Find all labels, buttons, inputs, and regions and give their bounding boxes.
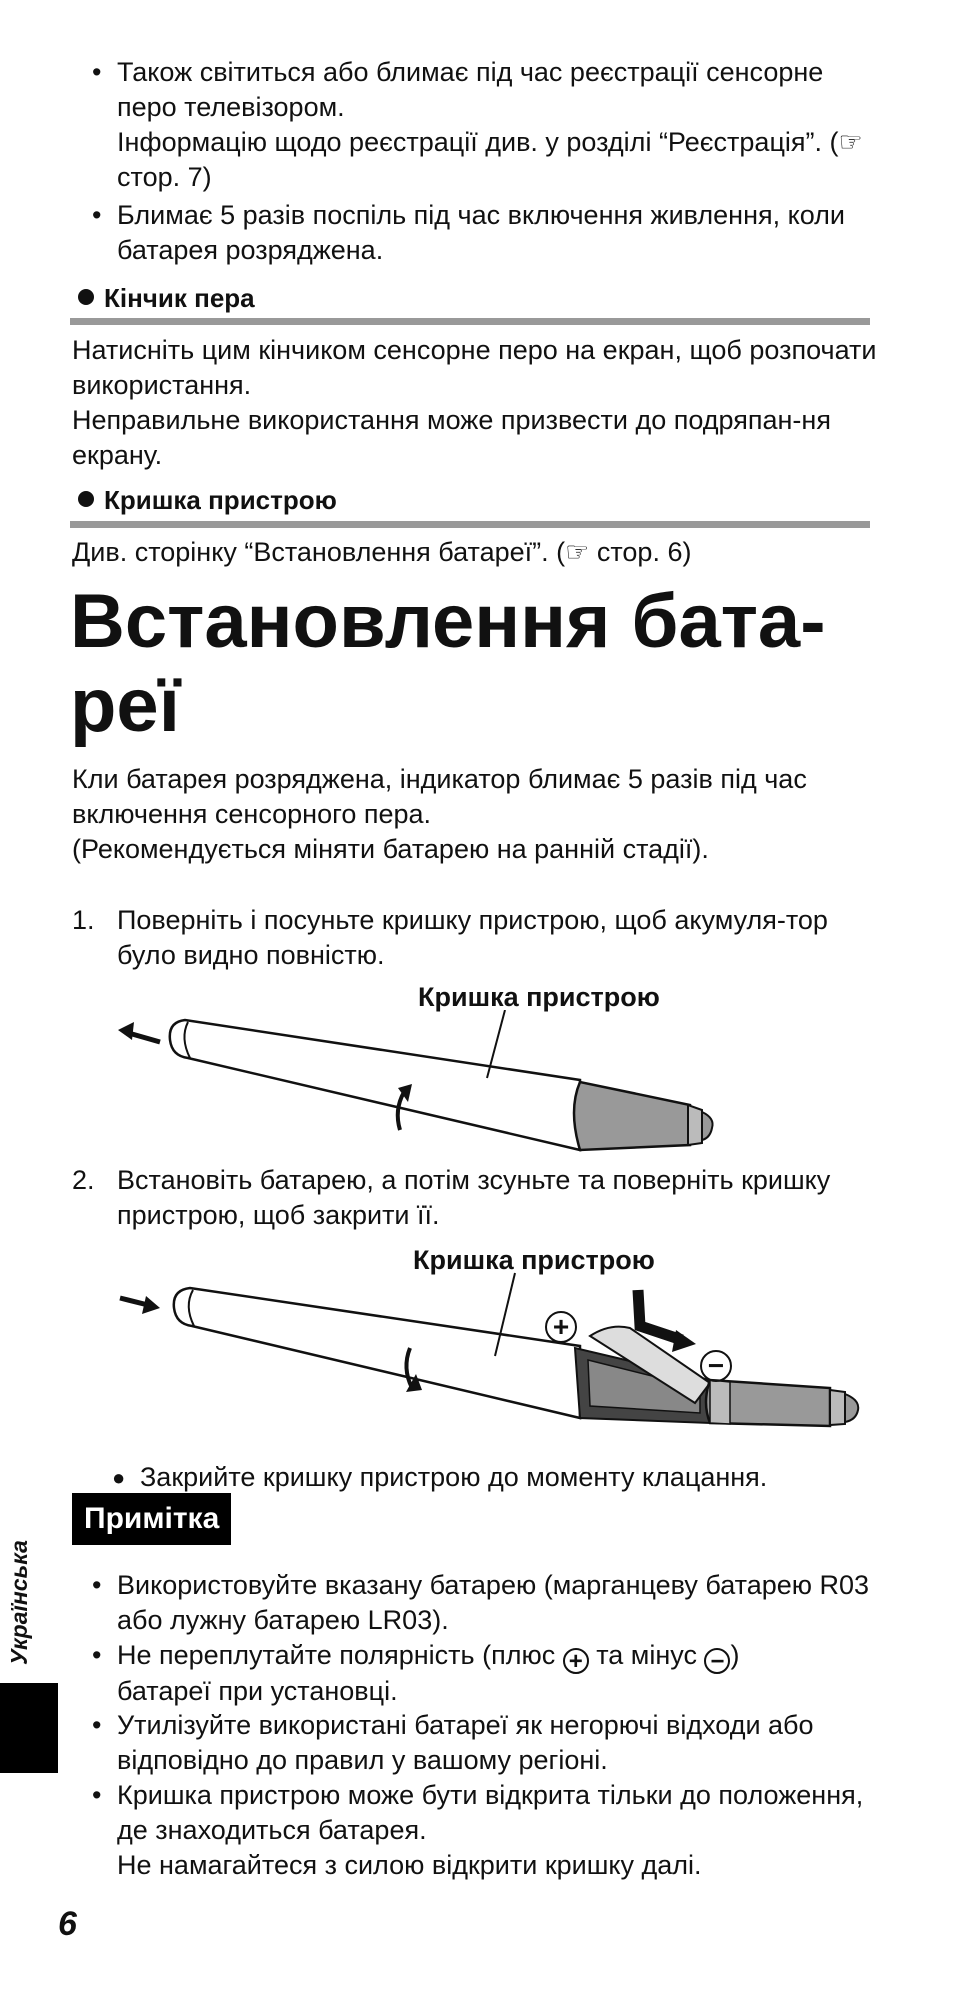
section-divider [70, 318, 870, 325]
step-text: Поверніть і посуньте кришку пристрою, щоб акумуля-тор було видно повністю. [117, 905, 828, 970]
bullet-text: Блимає 5 разів поспіль під час включення живлення, коли батарея розряджена. [117, 200, 845, 265]
step-number: 1. [72, 905, 95, 935]
pen-insert-battery-illustration [110, 1268, 880, 1448]
minus-icon: − [700, 1350, 732, 1382]
battery-intro: Кли батарея розряджена, індикатор блимає 5 разів під час включення сенсорного пера. (Рекомендується міняти батарею на ранній стадії). [72, 764, 807, 864]
plus-icon: + [545, 1311, 577, 1343]
bullet-text: Також світиться або блимає під час реєстрації сенсорне перо телевізором. Інформацію щодо реєстрації див. у розділі “Реєстрація”. (☞ стор. 7) [117, 57, 863, 192]
bullet-text: Не переплутайте полярність (плюс + та мінус − ) батареї при установці. [117, 1640, 740, 1706]
bullet-dot: • [92, 57, 102, 87]
page-title: Встановлення бата-реї [70, 579, 826, 748]
bullet-dot: • [92, 1640, 102, 1670]
bullet-dot-icon: ● [112, 1465, 126, 1490]
note-badge: Примітка [72, 1493, 231, 1545]
page-number: 6 [58, 1905, 77, 1943]
minus-icon: − [704, 1648, 730, 1674]
section-divider [70, 521, 870, 528]
tip-heading: Кінчик пера [72, 283, 872, 314]
cover-heading: Кришка пристрою [72, 485, 872, 516]
bullet-dot: • [92, 200, 102, 230]
language-side-label: Українська [6, 1540, 32, 1665]
bullet-dot: • [92, 1710, 102, 1740]
language-tab-marker [0, 1683, 58, 1773]
step-1-caption: Кришка пристрою [418, 982, 660, 1012]
bullet-text: Утилізуйте використані батареї як негорючі відходи або відповідно до правил у вашому регіоні. [117, 1710, 814, 1775]
bullet-text: Закрийте кришку пристрою до моменту клацання. [140, 1462, 768, 1492]
bullet-text: Використовуйте вказану батарею (марганцеву батарею R03 або лужну батарею LR03). [117, 1570, 870, 1635]
bullet-text: Кришка пристрою може бути відкрита тільки до положення, де знаходиться батарея. Не намагайтеся з силою відкрити кришку далі. [117, 1780, 864, 1880]
plus-icon: + [563, 1648, 589, 1674]
cover-text: Див. сторінку “Встановлення батареї”. (☞ стор. 6) [72, 537, 692, 567]
step-2-caption: Кришка пристрою [413, 1245, 655, 1275]
bullet-dot: • [92, 1570, 102, 1600]
pen-open-cover-illustration [110, 1010, 730, 1160]
step-text: Встановіть батарею, а потім зсуньте та поверніть кришку пристрою, щоб закрити її. [117, 1165, 831, 1230]
heading-bullet-icon [78, 289, 94, 305]
tip-text: Натисніть цим кінчиком сенсорне перо на екран, щоб розпочати використання. Неправильне використання може призвести до подряпан-ня екрану. [72, 335, 877, 470]
step-number: 2. [72, 1165, 95, 1195]
heading-bullet-icon [78, 491, 94, 507]
bullet-dot: • [92, 1780, 102, 1810]
